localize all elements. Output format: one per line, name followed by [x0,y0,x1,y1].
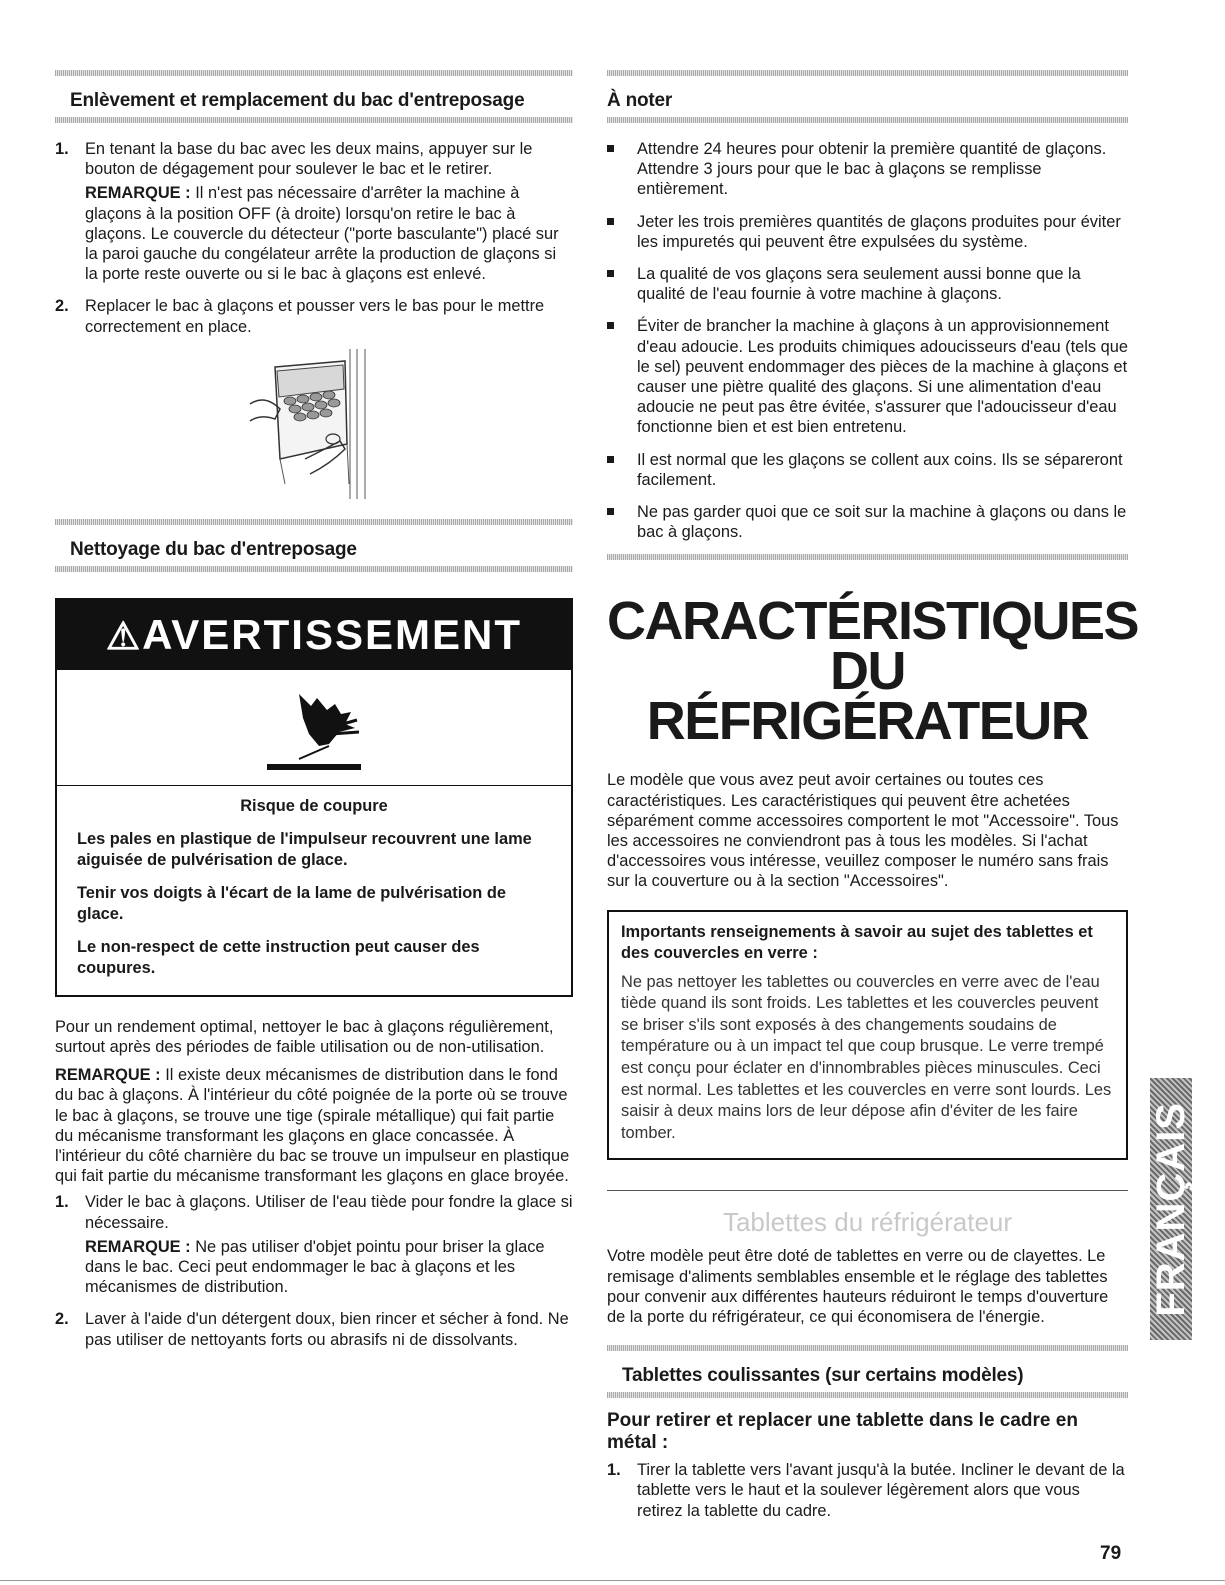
list-item [55,139,573,284]
intro-paragraph: Le modèle que vous avez peut avoir certaines ou toutes ces caractéristiques. Les caractéristiques qui peuvent être achetées séparément comme accessoires comportent le mot "Accessoire". Tous les accessoires ne conviendront pas à tous les modèles. Si l'achat d'accessoires vous intéresse, veuillez composer le numéro sans frais sur la couverture ou à la section "Accessoires". [607,771,1119,891]
page-number: 79 [1100,1543,1122,1564]
section-title-cleaning: Nettoyage du bac d'entreposage [70,538,357,560]
cut-hazard-icon [259,684,369,774]
warning-body [57,786,571,995]
cleaning-note [55,1065,573,1186]
list-item: Jeter les trois premières quantités de glaçons produites pour éviter les impuretés qui peuvent être expulsées du système. [607,212,1128,252]
side-tab-text: FRANÇAIS [1148,1101,1193,1317]
list-item [607,1460,1128,1521]
warning-icon-row [57,670,571,785]
language-side-label [1150,1078,1192,1340]
bottom-border [0,1580,1225,1581]
note-label: REMARQUE : [85,184,191,203]
removal-steps [55,139,573,337]
list-item: Éviter de brancher la machine à glaçons à un approvisionnement d'eau adoucie. Les produits chimiques adoucisseurs d'eau (tels que le sel) peuvent endommager des pièces de la machine à glaçons et causer une piètre qualité des glaçons. Si une alimentation d'eau adoucie ne peut pas être évitée, s'assurer que l'adoucisseur d'eau fonctionne bien et est bien entretenu. [607,316,1128,437]
step-number: 1. [55,140,69,158]
right-column [607,70,1139,1533]
shelves-paragraph: Votre modèle peut être doté de tablettes en verre ou de clayettes. Le remisage d'aliments semblables ensemble et le réglage des tablettes pour convenir aux différentes hauteurs réduiront le temps d'ouverture de la porte du réfrigérateur, ce qui économisera de l'énergie. [607,1247,1109,1327]
list-item: Il est normal que les glaçons se collent aux coins. Ils se sépareront facilement. [607,450,1128,490]
list-item: La qualité de vos glaçons sera seulement aussi bonne que la qualité de l'eau fournie à votre machine à glaçons. [607,264,1128,304]
remove-steps [607,1460,1128,1521]
cleaning-steps [55,1192,573,1349]
info-box-title: Importants renseignements à savoir au sujet des tablettes et des couvercles en verre : [621,922,1093,962]
chapter-title-line-2: RÉFRIGÉRATEUR [646,691,1089,752]
list-item [55,296,573,336]
step-number: 2. [55,297,69,316]
step-number: 2. [55,1310,69,1329]
remove-shelf-title: Pour retirer et replacer une tablette dans le cadre en métal : [607,1410,1078,1454]
info-box-text: Ne pas nettoyer les tablettes ou couvercles en verre avec de l'eau tiède quand ils sont froids. Les tablettes et les couvercles peuvent se briser s'ils sont exposés à des changements soudains de température ou à un impact tel que coup brusque. Le verre trempé est conçu pour éclater en d'innombrables pièces minuscules. Ceci est normal. Les tablettes et les couvercles en verre sont lourds. Les saisir à deux mains lors de leur dépose afin d'éviter de les faire tomber. [621,972,1112,1142]
cleaning-paragraph: Pour un rendement optimal, nettoyer le bac à glaçons régulièrement, surtout après des périodes de faible utilisation ou de non-utilisation. [55,1017,554,1057]
list-item: Attendre 24 heures pour obtenir la première quantité de glaçons. Attendre 3 jours pour que le bac à glaçons se remplisse entièrement. [607,139,1128,200]
section-rule [55,117,573,123]
ice-bin-illustration [245,349,395,499]
step-text: Laver à l'aide d'un détergent doux, bien rincer et sécher à fond. Ne pas utiliser de nettoyants forts ou abrasifs ni de dissolvants. [85,1310,569,1349]
notes-list [607,139,1128,542]
warning-risk: Risque de coupure [240,796,388,815]
step-text: En tenant la base du bac avec les deux mains, appuyer sur le bouton de dégagement pour soulever le bac et le retirer. [85,140,533,179]
list-item: Ne pas garder quoi que ce soit sur la machine à glaçons ou dans le bac à glaçons. [607,502,1128,542]
warning-text-2: Tenir vos doigts à l'écart de la lame de pulvérisation de glace. [77,883,506,923]
section-title-removal: Enlèvement et remplacement du bac d'entreposage [70,90,525,111]
subsection-title: Tablettes du réfrigérateur [722,1207,1013,1238]
section-rule [55,566,573,572]
note-text: Il existe deux mécanismes de distribution dans le fond du bac à glaçons. À l'intérieur du côté poignée de la porte où se trouve le bac à glaçons, se trouve une tige (spirale métallique) qui fait partie du mécanisme transformant les glaçons en glace concassée. À l'intérieur du côté charnière du bac se trouve un impulseur en plastique qui fait partie du mécanisme transformant les glaçons en glace broyée. [55,1066,570,1186]
step-text: Vider le bac à glaçons. Utiliser de l'eau tiède pour fondre la glace si nécessaire. [85,1193,573,1232]
note-label: REMARQUE : [55,1066,161,1085]
step-text: Tirer la tablette vers l'avant jusqu'à la butée. Incliner le devant de la tablette vers le haut et la soulever légèrement alors que vous retirez la tablette du cadre. [637,1461,1125,1520]
left-column [55,70,573,1362]
step-text: Replacer le bac à glaçons et pousser vers le bas pour le mettre correctement en place. [85,297,545,336]
note-label: REMARQUE : [85,1237,191,1256]
warning-box [55,598,573,997]
section-title-sliding: Tablettes coulissantes (sur certains modèles) [622,1365,1024,1387]
list-item [55,1309,573,1349]
warning-text-3: Le non-respect de cette instruction peut causer des coupures. [77,937,480,977]
list-item [55,1192,573,1297]
section-title-notes: À noter [607,90,673,111]
divider [607,1190,1128,1191]
warning-header [57,600,571,670]
step-note [85,183,573,284]
section-rule [607,1392,1128,1398]
section-rule [607,554,1128,560]
chapter-title-line-1: CARACTÉRISTIQUES DU [607,591,1139,702]
warning-title: AVERTISSEMENT [142,610,522,658]
warning-triangle-icon: ⚠ [105,615,143,658]
step-note [85,1237,573,1298]
chapter-title [607,591,1139,752]
glass-info-box [607,910,1128,1161]
warning-text-1: Les pales en plastique de l'impulseur recouvrent une lame aiguisée de pulvérisation de glace. [77,829,532,869]
section-rule [607,117,1128,123]
note-text: Ne pas utiliser d'objet pointu pour briser la glace dans le bac. Ceci peut endommager le bac à glaçons et les mécanismes de distribution. [85,1237,545,1297]
step-number: 1. [607,1461,621,1480]
step-number: 1. [55,1193,69,1212]
note-text: Il n'est pas nécessaire d'arrêter la machine à glaçons à la position OFF (à droite) lorsqu'on retire le bac à glaçons. Le couvercle du détecteur ("porte basculante") placé sur la paroi gauche du congélateur arrête la production de glaçons si la porte reste ouverte ou si le bac à glaçons est enlevé. [85,184,559,284]
